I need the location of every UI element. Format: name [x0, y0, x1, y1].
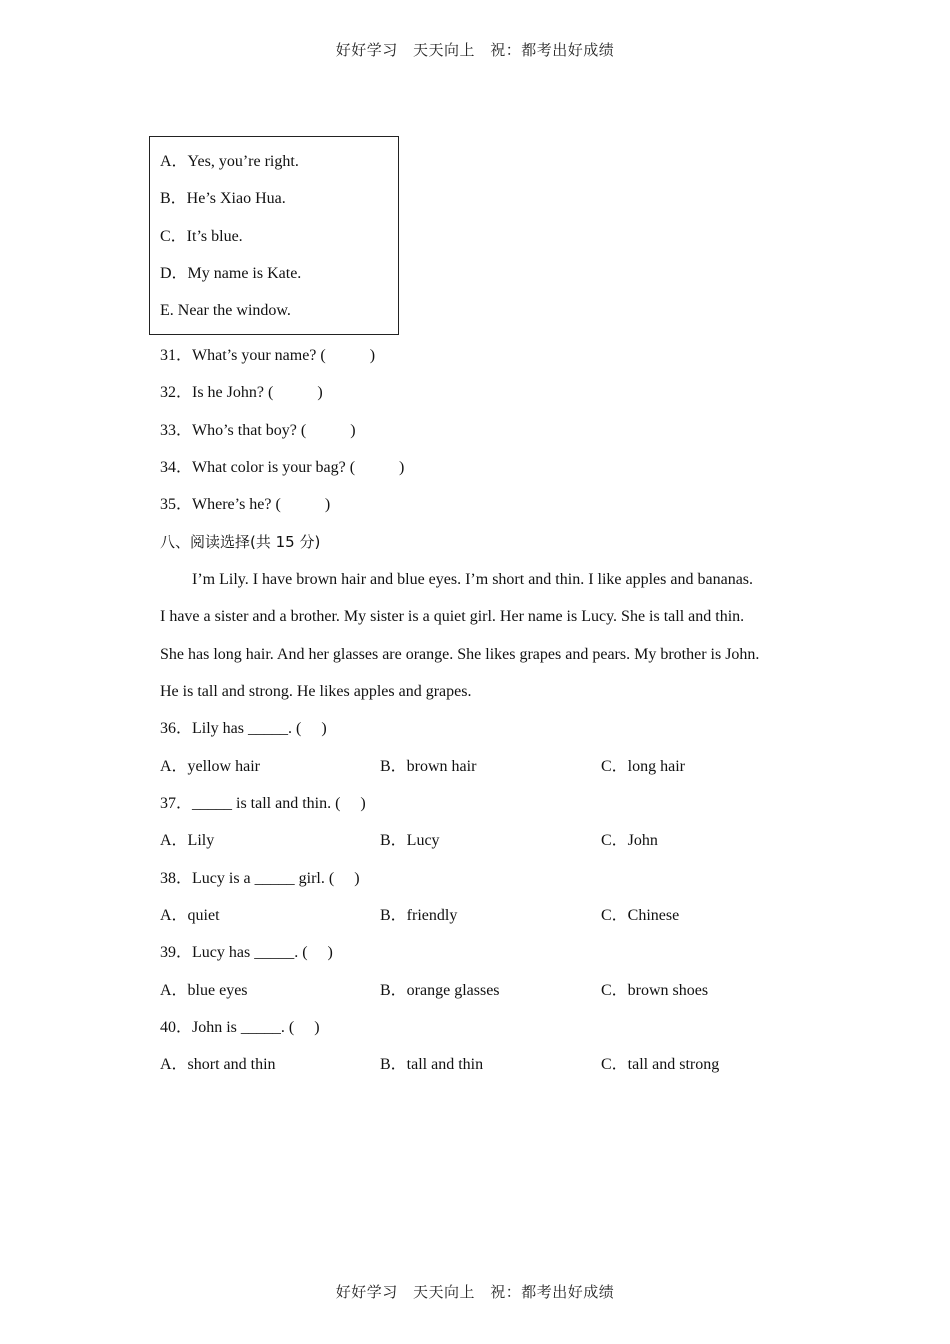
question-31: 31．What’s your name? ( ): [160, 347, 376, 364]
option-37-a: A．Lily: [160, 832, 215, 849]
option-38-c: C．Chinese: [601, 907, 680, 924]
option-40-a: A．short and thin: [160, 1056, 276, 1073]
question-38: 38．Lucy is a _____ girl. ( ): [160, 870, 360, 887]
question-34: 34．What color is your bag? ( ): [160, 459, 405, 476]
choice-c: C．It’s blue.: [160, 228, 243, 245]
choice-a: A．Yes, you’re right.: [160, 153, 299, 170]
question-32: 32．Is he John? ( ): [160, 384, 323, 401]
question-37: 37．_____ is tall and thin. ( ): [160, 795, 366, 812]
choice-e: E. Near the window.: [160, 302, 291, 319]
option-37-c: C．John: [601, 832, 658, 849]
option-39-a: A．blue eyes: [160, 982, 248, 999]
passage-line-1: I’m Lily. I have brown hair and blue eyes. I’m short and thin. I like apples and bananas.: [192, 571, 754, 588]
option-38-b: B．friendly: [380, 907, 458, 924]
page-footer: 好好学习 天天向上 祝：都考出好成绩: [335, 1283, 615, 1301]
option-40-b: B．tall and thin: [380, 1056, 484, 1073]
option-39-b: B．orange glasses: [380, 982, 500, 999]
question-36: 36．Lily has _____. ( ): [160, 720, 327, 737]
option-36-c: C．long hair: [601, 758, 685, 775]
question-35: 35．Where’s he? ( ): [160, 496, 331, 513]
passage-line-4: He is tall and strong. He likes apples and grapes.: [160, 683, 472, 700]
choice-b: B．He’s Xiao Hua.: [160, 190, 286, 207]
option-40-c: C．tall and strong: [601, 1056, 720, 1073]
section-8-title: 八、阅读选择(共 15 分): [160, 533, 321, 551]
option-39-c: C．brown shoes: [601, 982, 709, 999]
choice-d: D．My name is Kate.: [160, 265, 302, 282]
option-38-a: A．quiet: [160, 907, 220, 924]
question-33: 33．Who’s that boy? ( ): [160, 422, 356, 439]
option-37-b: B．Lucy: [380, 832, 440, 849]
question-40: 40．John is _____. ( ): [160, 1019, 320, 1036]
passage-line-3: She has long hair. And her glasses are orange. She likes grapes and pears. My brother is John.: [160, 646, 760, 663]
page-header: 好好学习 天天向上 祝：都考出好成绩: [335, 41, 615, 59]
passage-line-2: I have a sister and a brother. My sister is a quiet girl. Her name is Lucy. She is tall and thin.: [160, 608, 745, 625]
option-36-b: B．brown hair: [380, 758, 477, 775]
question-39: 39．Lucy has _____. ( ): [160, 944, 333, 961]
option-36-a: A．yellow hair: [160, 758, 260, 775]
